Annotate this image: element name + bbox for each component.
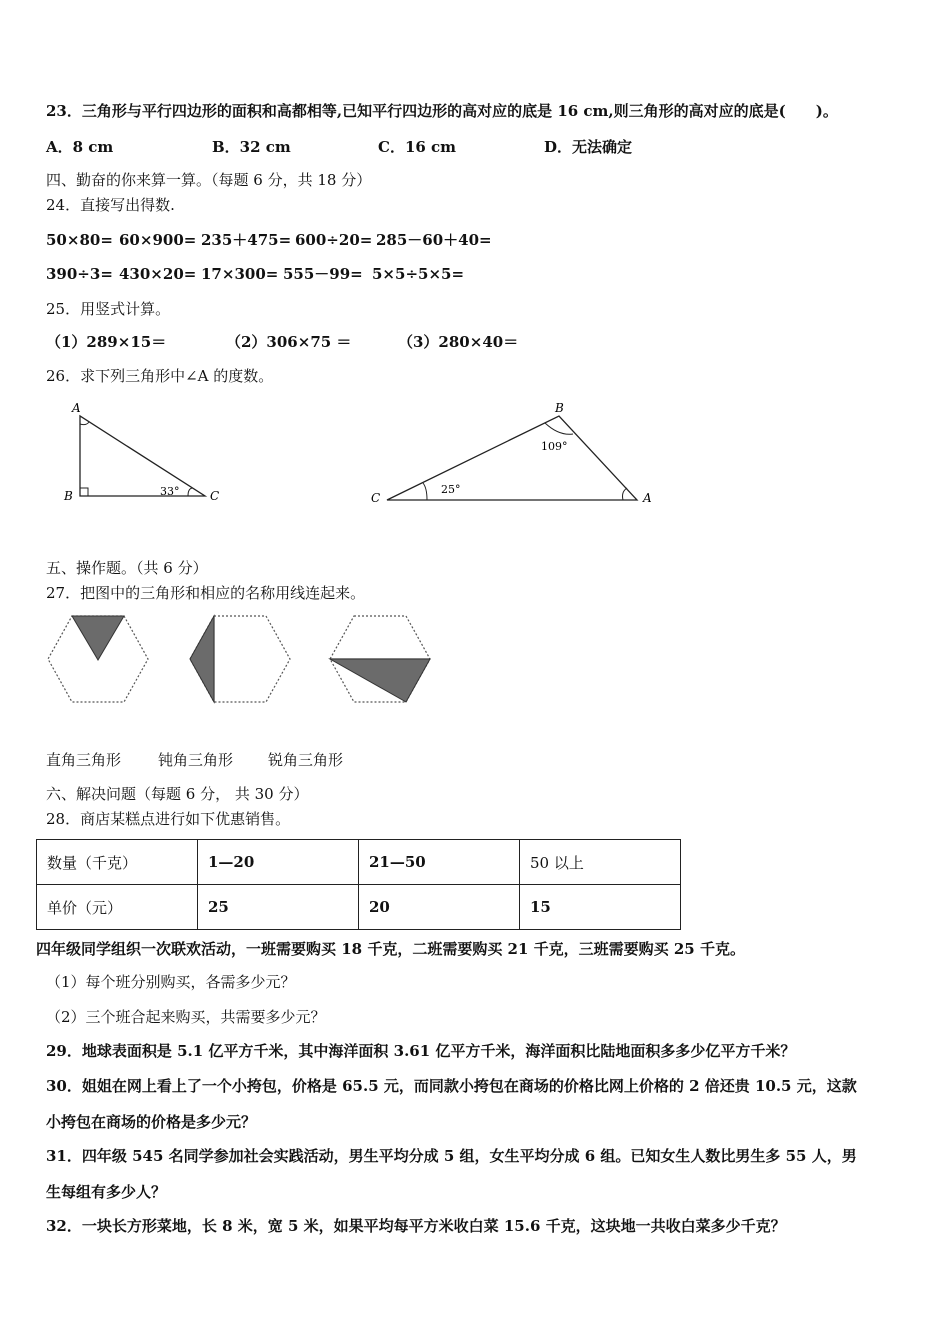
q30-line2: 小挎包在商场的价格是多少元？: [46, 1113, 257, 1131]
section6-title: 六、解决问题（每题 6 分， 共 30 分）: [46, 785, 309, 803]
tri2-label-a: A: [643, 491, 652, 505]
tri1-label-a: A: [72, 401, 81, 415]
q29-text: 29．地球表面积是 5.1 亿平方千米，其中海洋面积 3.61 亿平方千米，海洋面积比陆地面积多多少亿平方千米？: [46, 1042, 796, 1060]
tri2-angle-b: 109°: [541, 440, 568, 453]
q26-right-triangle: [60, 396, 240, 514]
tri2-angle-c: 25°: [441, 483, 461, 496]
table-cell: 单价（元）: [37, 885, 198, 930]
q26-obtuse-triangle: [365, 396, 665, 514]
q31-line2: 生每组有多少人？: [46, 1183, 167, 1201]
q23-text: 23．三角形与平行四边形的面积和高都相等,已知平行四边形的高对应的底是 16 cm,则三角形的高对应的底是( )。: [46, 102, 838, 120]
table-row: [37, 840, 681, 885]
q31-line1: 31．四年级 545 名同学参加社会实践活动，男生平均分成 5 组，女生平均分成 6 组。已知女生人数比男生多 55 人，男: [46, 1147, 857, 1165]
q28-price-table: [36, 839, 681, 930]
q28-desc: 四年级同学组织一次联欢活动，一班需要购买 18 千克，二班需要购买 21 千克，三班需要购买 25 千克。: [36, 940, 745, 958]
q25-item-3: （3）280×40＝: [398, 333, 519, 351]
q26-text: 26．求下列三角形中∠A 的度数。: [46, 367, 274, 385]
table-cell: 25: [198, 885, 359, 930]
q24-r1-c2: 60×900=: [119, 231, 197, 249]
q23-option-b: B．32 cm: [212, 138, 291, 156]
q27-name-right: 直角三角形: [46, 751, 122, 769]
q25-item-2: （2）306×75 ＝: [226, 333, 352, 351]
q27-name-acute: 锐角三角形: [268, 751, 344, 769]
section4-title: 四、勤奋的你来算一算。（每题 6 分，共 18 分）: [46, 171, 372, 189]
tri1-label-b: B: [64, 489, 73, 503]
table-cell: 数量（千克）: [37, 840, 198, 885]
table-cell: 1—20: [198, 840, 359, 885]
q24-text: 24．直接写出得数.: [46, 196, 175, 214]
q24-r1-c5: 285－60＋40=: [376, 231, 492, 249]
table-cell: 50 以上: [520, 840, 681, 885]
table-cell: 21—50: [359, 840, 520, 885]
q24-r2-c1: 390÷3=: [46, 265, 113, 283]
table-row: [37, 885, 681, 930]
q24-r2-c2: 430×20=: [119, 265, 197, 283]
q25-item-1: （1）289×15＝: [46, 333, 167, 351]
section5-title: 五、操作题。（共 6 分）: [46, 559, 208, 577]
q27-hexagon-1: [44, 612, 152, 706]
q23-option-a: A．8 cm: [46, 138, 114, 156]
tri1-angle-c: 33°: [160, 485, 180, 498]
q28-sub2: （2）三个班合起来购买，共需要多少元？: [46, 1008, 326, 1026]
q24-r1-c4: 600÷20=: [295, 231, 373, 249]
q30-line1: 30．姐姐在网上看上了一个小挎包，价格是 65.5 元，而同款小挎包在商场的价格比网上价格的 2 倍还贵 10.5 元，这款: [46, 1077, 857, 1095]
tri2-label-b: B: [555, 401, 564, 415]
q24-r2-c3: 17×300=: [201, 265, 279, 283]
q27-text: 27．把图中的三角形和相应的名称用线连起来。: [46, 584, 366, 602]
q24-r1-c1: 50×80=: [46, 231, 113, 249]
q24-r1-c3: 235＋475=: [201, 231, 292, 249]
q25-text: 25．用竖式计算。: [46, 300, 171, 318]
q27-name-obtuse: 钝角三角形: [158, 751, 234, 769]
table-cell: 15: [520, 885, 681, 930]
q27-hexagon-3: [326, 612, 434, 706]
q23-option-c: C．16 cm: [378, 138, 457, 156]
q24-r2-c5: 5×5÷5×5=: [372, 265, 465, 283]
q23-option-d: D．无法确定: [544, 138, 633, 156]
q24-r2-c4: 555－99=: [283, 265, 363, 283]
q32-text: 32．一块长方形菜地，长 8 米，宽 5 米，如果平均每平方米收白菜 15.6 千克，这块地一共收白菜多少千克？: [46, 1217, 786, 1235]
q28-text: 28．商店某糕点进行如下优惠销售。: [46, 810, 291, 828]
tri2-label-c: C: [371, 491, 381, 505]
table-cell: 20: [359, 885, 520, 930]
q28-sub1: （1）每个班分别购买，各需多少元？: [46, 973, 296, 991]
tri1-label-c: C: [210, 489, 220, 503]
q27-hexagon-2: [184, 612, 294, 706]
